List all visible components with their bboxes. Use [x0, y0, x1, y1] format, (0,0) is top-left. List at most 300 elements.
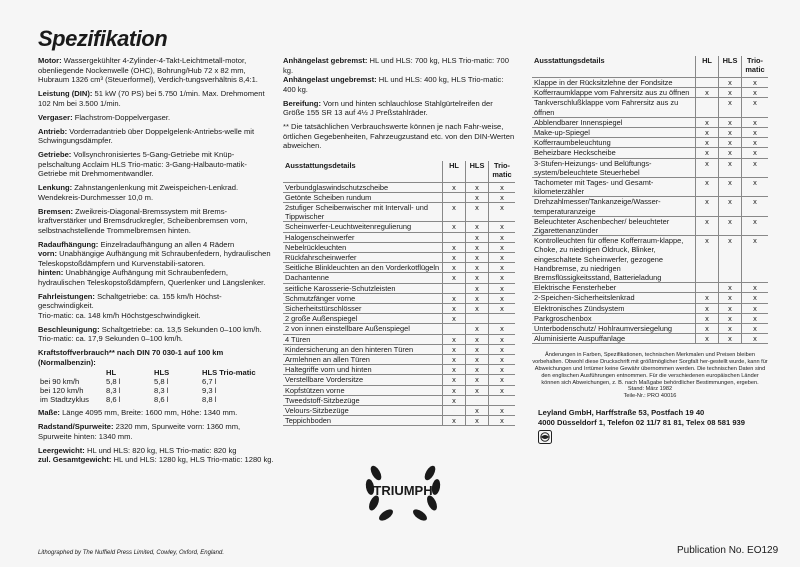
fuel-header-cell: HLS Trio-matic: [202, 368, 256, 377]
spec-label: Anhängelast gebremst:: [283, 56, 368, 65]
fuel-cell: 6,7 l: [202, 377, 217, 386]
equipment-mark-hl: x: [696, 158, 719, 177]
brand-name: TRIUMPH: [373, 483, 433, 498]
equipment-item-label: Seitliche Blinkleuchten an den Vorderkotflügeln: [283, 263, 443, 273]
equipment-mark-triomatic: [489, 395, 516, 405]
equipment-mark-triomatic: x: [742, 78, 769, 88]
equipment-item-label: Kindersicherung an den hinteren Türen: [283, 344, 443, 354]
equipment-header-triomatic: Trio-matic: [742, 56, 769, 78]
consumption-note: ** Die tatsächlichen Verbrauchswerte können je nach Fahr-weise, örtlichen Gegebenheiten, Fahrzeugzustand etc. von den DIN-Werten abweichen.: [283, 122, 515, 150]
equipment-row: [283, 344, 515, 354]
spec-text: Flachstrom-Doppelvergaser.: [72, 112, 171, 122]
equipment-item-label: 2-Speichen-Sicherheitslenkrad: [532, 293, 696, 303]
equipment-mark-hl: x: [443, 416, 466, 426]
equipment-mark-hl: x: [443, 375, 466, 385]
getriebe-spec: [38, 150, 274, 179]
equipment-mark-hl: x: [696, 128, 719, 138]
leistung-spec: [38, 89, 274, 108]
equipment-mark-hls: x: [719, 117, 742, 127]
fuel-cell: 8,3 l: [106, 386, 121, 395]
equipment-mark-hl: x: [443, 182, 466, 192]
lenkung-spec: [38, 183, 274, 202]
equipment-mark-hls: x: [466, 252, 489, 262]
equipment-mark-hl: [696, 98, 719, 117]
equipment-item-label: 2 von innen einstellbare Außenspiegel: [283, 324, 443, 334]
equipment-mark-triomatic: x: [742, 138, 769, 148]
equipment-mark-hl: x: [443, 395, 466, 405]
address-line: 4000 Düsseldorf 1, Telefon 02 11/7 81 81, Telex 08 581 939: [538, 418, 745, 428]
equipment-row: [283, 252, 515, 262]
equipment-item-label: Elektronisches Zündsystem: [532, 303, 696, 313]
equipment-mark-hl: x: [443, 303, 466, 313]
laurel-wreath-icon: [358, 455, 448, 527]
equipment-item-label: Tachometer mit Tages- und Gesamt-kilometerzähler: [532, 178, 696, 197]
equipment-header-row: [532, 56, 768, 78]
equipment-mark-hls: x: [719, 138, 742, 148]
equipment-mark-triomatic: x: [489, 192, 516, 202]
equipment-row: [283, 202, 515, 221]
spec-text: 51 kW (70 PS) bei 5.750 1/min. Max. Drehmoment 102 Nm bei 3.500 1/min.: [38, 89, 265, 108]
equipment-mark-hls: x: [466, 324, 489, 334]
equipment-mark-triomatic: x: [489, 324, 516, 334]
fuel-cell: 9,3 l: [202, 386, 217, 395]
equipment-item-label: Beleuchteter Aschenbecher/ beleuchteter Zigarettenanzünder: [532, 216, 696, 235]
equipment-mark-hls: x: [466, 232, 489, 242]
equipment-mark-hls: x: [719, 128, 742, 138]
equipment-row: [283, 182, 515, 192]
spec-label: Lenkung:: [38, 183, 73, 192]
motor-spec: [38, 56, 274, 85]
equipment-mark-hls: x: [719, 313, 742, 323]
spec-text: Länge 4095 mm, Breite: 1600 mm, Höhe: 1340 mm.: [59, 408, 238, 417]
equipment-mark-hl: x: [696, 148, 719, 158]
vergaser-spec: [38, 113, 274, 123]
disclaimer-part-number: Teile-Nr.: PRO 40016: [623, 393, 677, 400]
equipment-mark-hls: x: [719, 197, 742, 216]
equipment-row: [283, 263, 515, 273]
equipment-mark-triomatic: x: [489, 242, 516, 252]
equipment-mark-hls: x: [466, 242, 489, 252]
anhaengelast-gebremst: [283, 56, 515, 75]
spec-label: Motor:: [38, 56, 62, 65]
equipment-item-label: Kofferraumklappe vom Fahrersitz aus zu öffnen: [532, 88, 696, 98]
equipment-mark-hl: [443, 283, 466, 293]
equipment-mark-triomatic: x: [742, 313, 769, 323]
equipment-row: [283, 293, 515, 303]
equipment-mark-hls: x: [719, 178, 742, 197]
equipment-item-label: Tweedstoff-Sitzbezüge: [283, 395, 443, 405]
equipment-mark-triomatic: x: [489, 222, 516, 232]
fuel-cell: 5,8 l: [154, 377, 169, 386]
equipment-mark-triomatic: x: [742, 158, 769, 177]
equipment-mark-hl: x: [443, 242, 466, 252]
equipment-mark-triomatic: x: [489, 344, 516, 354]
equipment-mark-hl: [696, 283, 719, 293]
equipment-mark-triomatic: x: [489, 182, 516, 192]
equipment-row: [283, 242, 515, 252]
equipment-mark-hls: x: [719, 78, 742, 88]
equipment-mark-hls: x: [719, 334, 742, 344]
fuel-cell: 5,8 l: [106, 377, 121, 386]
equipment-mark-hl: x: [696, 303, 719, 313]
equipment-row: [532, 197, 768, 216]
equipment-mark-hl: x: [696, 138, 719, 148]
equipment-mark-hls: x: [466, 344, 489, 354]
equipment-mark-hls: x: [719, 303, 742, 313]
spec-text: Unabhängige Aufhängung mit Schraubenfedern, hydraulischen Teleskopstoßdämpfern, Querlenker und Längslenker.: [38, 268, 266, 287]
equipment-row: [283, 405, 515, 415]
equipment-item-label: Elektrische Fensterheber: [532, 283, 696, 293]
equipment-table-body: [283, 182, 515, 426]
fuel-header-cell: HLS: [154, 368, 170, 377]
equipment-mark-triomatic: x: [489, 252, 516, 262]
fuel-row: [38, 395, 258, 404]
equipment-header-label: Ausstattungsdetails: [532, 56, 696, 78]
fuel-header-cell: HL: [106, 368, 117, 377]
equipment-mark-hls: x: [719, 283, 742, 293]
equipment-row: [283, 222, 515, 232]
equipment-mark-triomatic: x: [489, 375, 516, 385]
equipment-item-label: Getönte Scheiben rundum: [283, 192, 443, 202]
equipment-row: [532, 128, 768, 138]
spec-text: Vorn und hinten schlauchlose Stahlgürtelreifen der Größe 155 SR 13 auf 4½ J Preßstahlräder.: [283, 98, 493, 117]
equipment-item-label: Abblendbarer Innenspiegel: [532, 117, 696, 127]
equipment-row: [283, 314, 515, 324]
equipment-mark-hls: x: [719, 158, 742, 177]
anhaengelast-ungebremst: [283, 75, 515, 94]
equipment-item-label: Unterbodenschutz/ Hohlraumversiegelung: [532, 324, 696, 334]
antrieb-spec: [38, 127, 274, 146]
equipment-mark-hls: x: [719, 88, 742, 98]
spec-label: Leergewicht:: [38, 445, 85, 455]
spec-text: Vollsynchronisiertes 5-Gang-Getriebe mit Knüp-pelschaltung Acclaim HLS Trio-matic: 3-Gang-Halbauto-matik-Getriebe mit Drehmomentwandler.: [38, 150, 247, 178]
bremsen-spec: [38, 207, 274, 236]
equipment-mark-triomatic: x: [742, 216, 769, 235]
spec-label: Kraftstoffverbrauch** nach DIN 70 030-1 auf 100 km (Normalbenzin):: [38, 348, 224, 367]
equipment-row: [283, 354, 515, 364]
spec-text: Zahnstangenlenkung mit Zweispeichen-Lenkrad. Wendekreis-Durchmesser 10,0 m.: [38, 183, 239, 202]
equipment-mark-hl: x: [443, 252, 466, 262]
spec-text: HL und HLS: 700 kg, HLS Trio-matic: 700 kg.: [283, 56, 509, 75]
equipment-row: [532, 138, 768, 148]
equipment-header-label: Ausstattungsdetails: [283, 161, 443, 183]
equipment-item-label: Armlehnen an allen Türen: [283, 354, 443, 364]
fuel-row: [38, 377, 258, 386]
equipment-mark-hl: [443, 324, 466, 334]
printer-credit: Lithographed by The Nuffield Press Limited, Cowley, Oxford, England.: [38, 550, 224, 556]
spec-label: Anhängelast ungebremst:: [283, 75, 377, 84]
page-title: Spezifikation: [38, 26, 168, 51]
equipment-row: [532, 236, 768, 283]
equipment-mark-hls: x: [719, 148, 742, 158]
equipment-row: [532, 303, 768, 313]
equipment-mark-hls: [466, 395, 489, 405]
equipment-mark-hl: [443, 405, 466, 415]
equipment-mark-hl: x: [443, 385, 466, 395]
equipment-mark-hls: x: [719, 324, 742, 334]
equipment-mark-hl: x: [696, 88, 719, 98]
equipment-row: [283, 385, 515, 395]
spec-label: Maße:: [38, 408, 60, 417]
equipment-mark-hls: x: [466, 354, 489, 364]
equipment-item-label: Make-up-Spiegel: [532, 128, 696, 138]
spec-label: Beschleunigung:: [38, 324, 100, 334]
equipment-mark-hls: x: [719, 293, 742, 303]
disclaimer-date: Stand: März 1982: [627, 386, 673, 393]
equipment-row: [283, 303, 515, 313]
equipment-mark-hl: x: [443, 273, 466, 283]
equipment-mark-triomatic: x: [489, 232, 516, 242]
equipment-item-label: seitliche Karosserie-Schutzleisten: [283, 283, 443, 293]
equipment-mark-hl: x: [696, 334, 719, 344]
spec-text: Schaltgetriebe: ca. 155 km/h Höchst-geschwindigkeit.: [38, 291, 222, 310]
equipment-item-label: Rückfahrscheinwerfer: [283, 252, 443, 262]
equipment-mark-hls: x: [466, 375, 489, 385]
kraftstoff-spec: [38, 348, 274, 404]
equipment-mark-triomatic: x: [742, 324, 769, 334]
equipment-row: [283, 334, 515, 344]
spec-text: Schaltgetriebe: ca. 13,5 Sekunden 0–100 km/h. Trio-matic: ca. 17,9 Sekunden 0–100 km/h.: [38, 324, 262, 343]
equipment-mark-triomatic: x: [742, 178, 769, 197]
equipment-mark-hl: [696, 78, 719, 88]
equipment-mark-triomatic: x: [742, 334, 769, 344]
fuel-table: [38, 368, 258, 404]
equipment-item-label: Kopfstützen vorne: [283, 385, 443, 395]
equipment-mark-hls: x: [719, 98, 742, 117]
equipment-item-label: Kontrolleuchten für offene Kofferraum-klappe, Choke, zu niedrigen Öldruck, Blinker, eingeschaltete Scheinwerfer, gezogene Handbremse, zu niedrigen Bremsflüssigkeitsstand, Batterieladung: [532, 236, 696, 283]
spec-label: hinten:: [38, 268, 64, 277]
equipment-item-label: 2 große Außenspiegel: [283, 314, 443, 324]
hinten-spec: [38, 268, 274, 287]
equipment-mark-hls: x: [466, 416, 489, 426]
equipment-mark-triomatic: x: [489, 416, 516, 426]
fuel-cell: 8,6 l: [106, 395, 121, 404]
equipment-mark-hls: x: [466, 263, 489, 273]
equipment-mark-hl: x: [443, 293, 466, 303]
fuel-cell: 8,8 l: [202, 395, 217, 404]
equipment-item-label: Schmutzfänger vorne: [283, 293, 443, 303]
equipment-row: [532, 98, 768, 117]
equipment-row: [283, 324, 515, 334]
equipment-row: [532, 334, 768, 344]
equipment-header-hl: HL: [696, 56, 719, 78]
equipment-mark-triomatic: x: [742, 303, 769, 313]
equipment-mark-triomatic: [489, 314, 516, 324]
equipment-item-label: Tankverschlußklappe vom Fahrersitz aus zu öffnen: [532, 98, 696, 117]
equipment-mark-triomatic: x: [742, 128, 769, 138]
equipment-mark-hls: x: [466, 365, 489, 375]
equipment-mark-triomatic: x: [742, 283, 769, 293]
spec-text: 2320 mm, Spurweite vorn: 1360 mm, Spurweite hinten: 1340 mm.: [38, 422, 241, 441]
spec-label: Radaufhängung:: [38, 239, 99, 249]
equipment-mark-hls: x: [719, 216, 742, 235]
equipment-row: [532, 283, 768, 293]
equipment-mark-triomatic: x: [489, 283, 516, 293]
equipment-item-label: Drehzahlmesser/Tankanzeige/Wasser-temperaturanzeige: [532, 197, 696, 216]
equipment-item-label: Klappe in der Rücksitzlehne der Fondsitze: [532, 78, 696, 88]
equipment-item-label: Sicherheitstürschlösser: [283, 303, 443, 313]
spec-text: Vorderradantrieb über Doppelgelenk-Antriebs-welle mit Schwingungsdämpfer.: [38, 126, 255, 145]
equipment-mark-hl: x: [696, 197, 719, 216]
spec-label: Leistung (DIN):: [38, 89, 93, 98]
equipment-mark-hls: [466, 314, 489, 324]
triumph-logo: [358, 455, 448, 527]
fahrleistungen-spec: [38, 292, 274, 321]
equipment-row: [283, 416, 515, 426]
equipment-mark-triomatic: x: [742, 117, 769, 127]
equipment-mark-hls: x: [466, 283, 489, 293]
equipment-item-label: Parkgroschenbox: [532, 313, 696, 323]
equipment-mark-hls: x: [466, 405, 489, 415]
equipment-row: [532, 117, 768, 127]
equipment-mark-hl: x: [696, 178, 719, 197]
equipment-mark-triomatic: x: [489, 293, 516, 303]
equipment-mark-hls: x: [466, 334, 489, 344]
equipment-mark-hl: x: [443, 354, 466, 364]
equipment-item-label: Verbundglaswindschutzscheibe: [283, 182, 443, 192]
equipment-mark-triomatic: x: [489, 202, 516, 221]
equipment-header-row: [283, 161, 515, 183]
equipment-mark-hl: x: [443, 344, 466, 354]
equipment-row: [532, 158, 768, 177]
equipment-item-label: 4 Türen: [283, 334, 443, 344]
equipment-mark-hl: x: [696, 117, 719, 127]
fuel-row: [38, 386, 258, 395]
spec-label: Bremsen:: [38, 206, 74, 216]
publication-number: Publication No. EO129: [677, 545, 779, 556]
equipment-mark-hls: x: [719, 236, 742, 283]
equipment-header-hl: HL: [443, 161, 466, 183]
equipment-row: [283, 375, 515, 385]
equipment-row: [283, 273, 515, 283]
equipment-mark-hl: x: [696, 324, 719, 334]
equipment-mark-triomatic: x: [489, 273, 516, 283]
spec-label: vorn:: [38, 249, 57, 258]
equipment-row: [283, 365, 515, 375]
gewicht-spec: [38, 446, 274, 465]
spec-text: Trio-matic: ca. 148 km/h Höchstgeschwindigkeit.: [38, 310, 201, 320]
spec-label: zul. Gesamtgewicht:: [38, 455, 112, 464]
equipment-item-label: Aluminisierte Auspuffanlage: [532, 334, 696, 344]
equipment-mark-triomatic: x: [489, 263, 516, 273]
equipment-mark-triomatic: x: [489, 365, 516, 375]
equipment-item-label: Velours-Sitzbezüge: [283, 405, 443, 415]
spec-text: Einzelradaufhängung an allen 4 Rädern: [98, 239, 235, 249]
spec-label: Antrieb:: [38, 126, 68, 136]
equipment-row: [532, 324, 768, 334]
equipment-item-label: Beheizbare Heckscheibe: [532, 148, 696, 158]
equipment-mark-hl: x: [443, 314, 466, 324]
equipment-mark-triomatic: x: [742, 98, 769, 117]
equipment-header-hls: HLS: [719, 56, 742, 78]
equipment-row: [283, 192, 515, 202]
fuel-cell: im Stadtzyklus: [40, 395, 89, 404]
equipment-mark-triomatic: x: [489, 354, 516, 364]
equipment-row: [283, 395, 515, 405]
equipment-mark-hls: x: [466, 202, 489, 221]
equipment-item-label: 3-Stufen-Heizungs- und Belüftungs-system/beleuchtete Steuerhebel: [532, 158, 696, 177]
beschleunigung-spec: [38, 325, 274, 344]
equipment-item-label: Teppichboden: [283, 416, 443, 426]
equipment-mark-triomatic: x: [489, 385, 516, 395]
fuel-header-row: [38, 368, 258, 377]
disclaimer-text: Änderungen in Farben, Spezifikationen, technischen Merkmalen und Preisen bleiben vorbehalten. Obwohl diese Druckschrift mit größtmöglicher Sorgfalt her-gestellt wurde, kann für Abweichungen und Irrtümer keine Gewähr übernommen werden. Die technischen Daten sind den englischen Ausführungen entnommen. Für die verschiedenen europäischen Länder können sich Abweichungen, z. B. nach Maßgabe behördlicher Bestimmungen, ergeben.: [532, 352, 768, 386]
equipment-row: [283, 232, 515, 242]
equipment-mark-triomatic: x: [489, 334, 516, 344]
equipment-mark-hl: x: [443, 263, 466, 273]
fuel-cell: bei 90 km/h: [40, 377, 80, 386]
spec-column-2: [283, 56, 515, 426]
equipment-item-label: Nebelrückleuchten: [283, 242, 443, 252]
radstand-spec: [38, 422, 274, 441]
equipment-mark-triomatic: x: [742, 197, 769, 216]
leyland-logo-icon: [538, 430, 552, 444]
spec-text: Zweikreis-Diagonal-Bremssystem mit Brems-kraftverstärker und Bremsdruckregler, Scheibenbremsen vorn, selbstnachstellende Trommelbremsen hinten.: [38, 206, 248, 235]
equipment-table-2: [532, 56, 768, 344]
equipment-item-label: Halogenscheinwerfer: [283, 232, 443, 242]
address-line: Leyland GmbH, Harffstraße 53, Postfach 19 40: [538, 408, 705, 418]
equipment-mark-hl: [443, 232, 466, 242]
spec-text: HL und HLS: 400 kg, HLS Trio-matic: 400 kg.: [283, 75, 504, 94]
masse-spec: [38, 408, 274, 418]
equipment-row: [532, 178, 768, 197]
spec-text: Unabhängige Aufhängung mit Schraubenfedern, hydraulischen Teleskopstoßdämpfern und Kurvenstabili-satoren.: [38, 249, 271, 268]
bereifung-spec: [283, 99, 515, 118]
equipment-mark-hl: x: [443, 365, 466, 375]
fuel-cell: 8,6 l: [154, 395, 169, 404]
equipment-mark-triomatic: x: [742, 293, 769, 303]
equipment-table-1: [283, 161, 515, 427]
spec-label: Getriebe:: [38, 150, 72, 159]
equipment-mark-triomatic: x: [742, 236, 769, 283]
spec-column-1: [38, 56, 274, 465]
spec-label: Radstand/Spurweite:: [38, 422, 114, 431]
equipment-mark-hls: x: [466, 273, 489, 283]
equipment-mark-hls: x: [466, 192, 489, 202]
equipment-mark-triomatic: x: [489, 303, 516, 313]
equipment-item-label: Kofferraumbeleuchtung: [532, 138, 696, 148]
equipment-mark-hl: x: [443, 334, 466, 344]
spec-text: HL und HLS: 820 kg, HLS Trio-matic: 820 kg: [84, 445, 237, 455]
fuel-cell: bei 120 km/h: [40, 386, 84, 395]
spec-label: Fahrleistungen:: [38, 291, 95, 301]
equipment-item-label: Scheinwerfer-Leuchtweitenregulierung: [283, 222, 443, 232]
equipment-mark-triomatic: x: [742, 148, 769, 158]
equipment-mark-hl: x: [696, 293, 719, 303]
equipment-mark-hls: x: [466, 385, 489, 395]
fuel-cell: 8,3 l: [154, 386, 169, 395]
equipment-mark-hl: x: [443, 202, 466, 221]
equipment-header-hls: HLS: [466, 161, 489, 183]
spec-label: Bereifung:: [283, 98, 321, 108]
equipment-mark-hls: x: [466, 303, 489, 313]
equipment-mark-triomatic: x: [489, 405, 516, 415]
equipment-item-label: Verstellbare Vordersitze: [283, 375, 443, 385]
disclaimer-notes: [532, 352, 768, 400]
spec-text: HL und HLS: 1280 kg, HLS Trio-matic: 1280 kg.: [111, 455, 274, 464]
equipment-row: [532, 88, 768, 98]
equipment-mark-hl: x: [696, 236, 719, 283]
fuel-header-cell: [38, 368, 104, 377]
equipment-mark-hl: x: [696, 313, 719, 323]
equipment-mark-triomatic: x: [742, 88, 769, 98]
equipment-item-label: Haltegriffe vorn und hinten: [283, 365, 443, 375]
radaufhaengung-spec: [38, 240, 274, 269]
equipment-mark-hl: x: [443, 222, 466, 232]
company-address: [538, 408, 768, 447]
spec-label: Vergaser:: [38, 112, 73, 122]
spec-column-3: [532, 56, 768, 447]
